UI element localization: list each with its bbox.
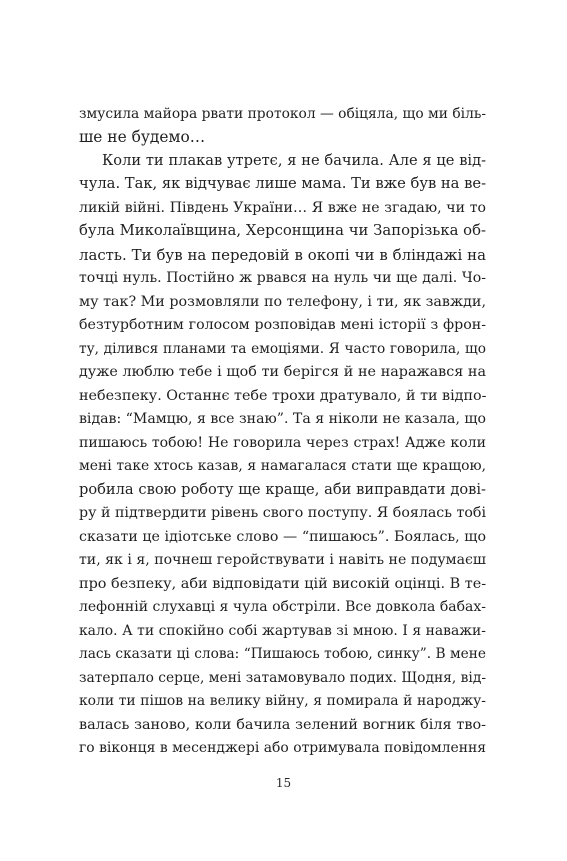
text-line: Коли ти плакав утретє, я не бачила. Але я це від-	[102, 152, 486, 169]
text-line: була Миколаївщина, Херсонщина чи Запорізька об-	[79, 222, 486, 239]
text-line: валась заново, коли бачила зелений вогник біля тво-	[79, 717, 486, 733]
text-line: ликій війні. Південь України… Я вже не згадаю, чи то	[79, 200, 486, 216]
text-line: сказати це ідіотське слово — “пишаюсь”. Боялась, що	[79, 529, 486, 545]
text-line: лефонній слухавці я чула обстріли. Все довкола бабах-	[79, 599, 486, 615]
text-line: точці нуль. Постійно ж рвався на нуль чи ще далі. Чо-	[79, 270, 486, 286]
text-line: ласть. Ти був на передовій в окопі чи в бліндажі на	[79, 246, 486, 264]
text-line: змусила майора рвати протокол — обіцяла, що ми біль-	[79, 106, 487, 122]
text-line: дуже люблю тебе і щоб ти берігся й не наражався на	[79, 364, 486, 380]
text-line: му так? Ми розмовляли по телефону, і ти, як завжди,	[79, 294, 486, 310]
text-line: ше не будемо…	[79, 128, 206, 146]
text-line: го віконця в месенджері або отримувала повідомлення	[79, 740, 486, 756]
text-line: ти, як і я, почнеш геройствувати і навіть не подумаєш	[79, 552, 486, 568]
text-line: безтурботним голосом розповідав мені історії з фрон-	[79, 317, 486, 333]
text-line: ру й підтвердити рівень свого поступу. Я боялась тобі	[79, 505, 486, 521]
text-line: затерпало серце, мені затамовувало подих. Щодня, від-	[79, 670, 486, 686]
text-line: коли ти пішов на велику війну, я помирала й народжу-	[79, 693, 486, 709]
text-line: відав: “Мамцю, я все знаю”. Та я ніколи не казала, що	[79, 411, 487, 427]
text-line: чула. Так, як відчуває лише мама. Ти вже був на ве-	[79, 175, 487, 192]
text-line: лась сказати ці слова: “Пишаюсь тобою, синку”. В мене	[79, 646, 486, 662]
text-line: робила свою роботу ще краще, аби виправдати дові-	[79, 481, 486, 498]
text-line: ту, ділився планами та емоціями. Я часто говорила, що	[79, 341, 486, 357]
text-line: пишаюсь тобою! Не говорила через страх! Адже коли	[79, 435, 486, 451]
text-line: мені таке хтось казав, я намагалася стати ще кращою,	[79, 458, 486, 474]
text-line: кало. А ти спокійно собі жартував зі мною. І я наважи-	[79, 623, 486, 639]
page-number: 15	[275, 776, 292, 790]
text-line: небезпеку. Останнє тебе трохи дратувало, й ти відпо-	[79, 388, 487, 404]
text-line: про безпеку, аби відповідати цій високій оцінці. В те-	[79, 576, 487, 592]
